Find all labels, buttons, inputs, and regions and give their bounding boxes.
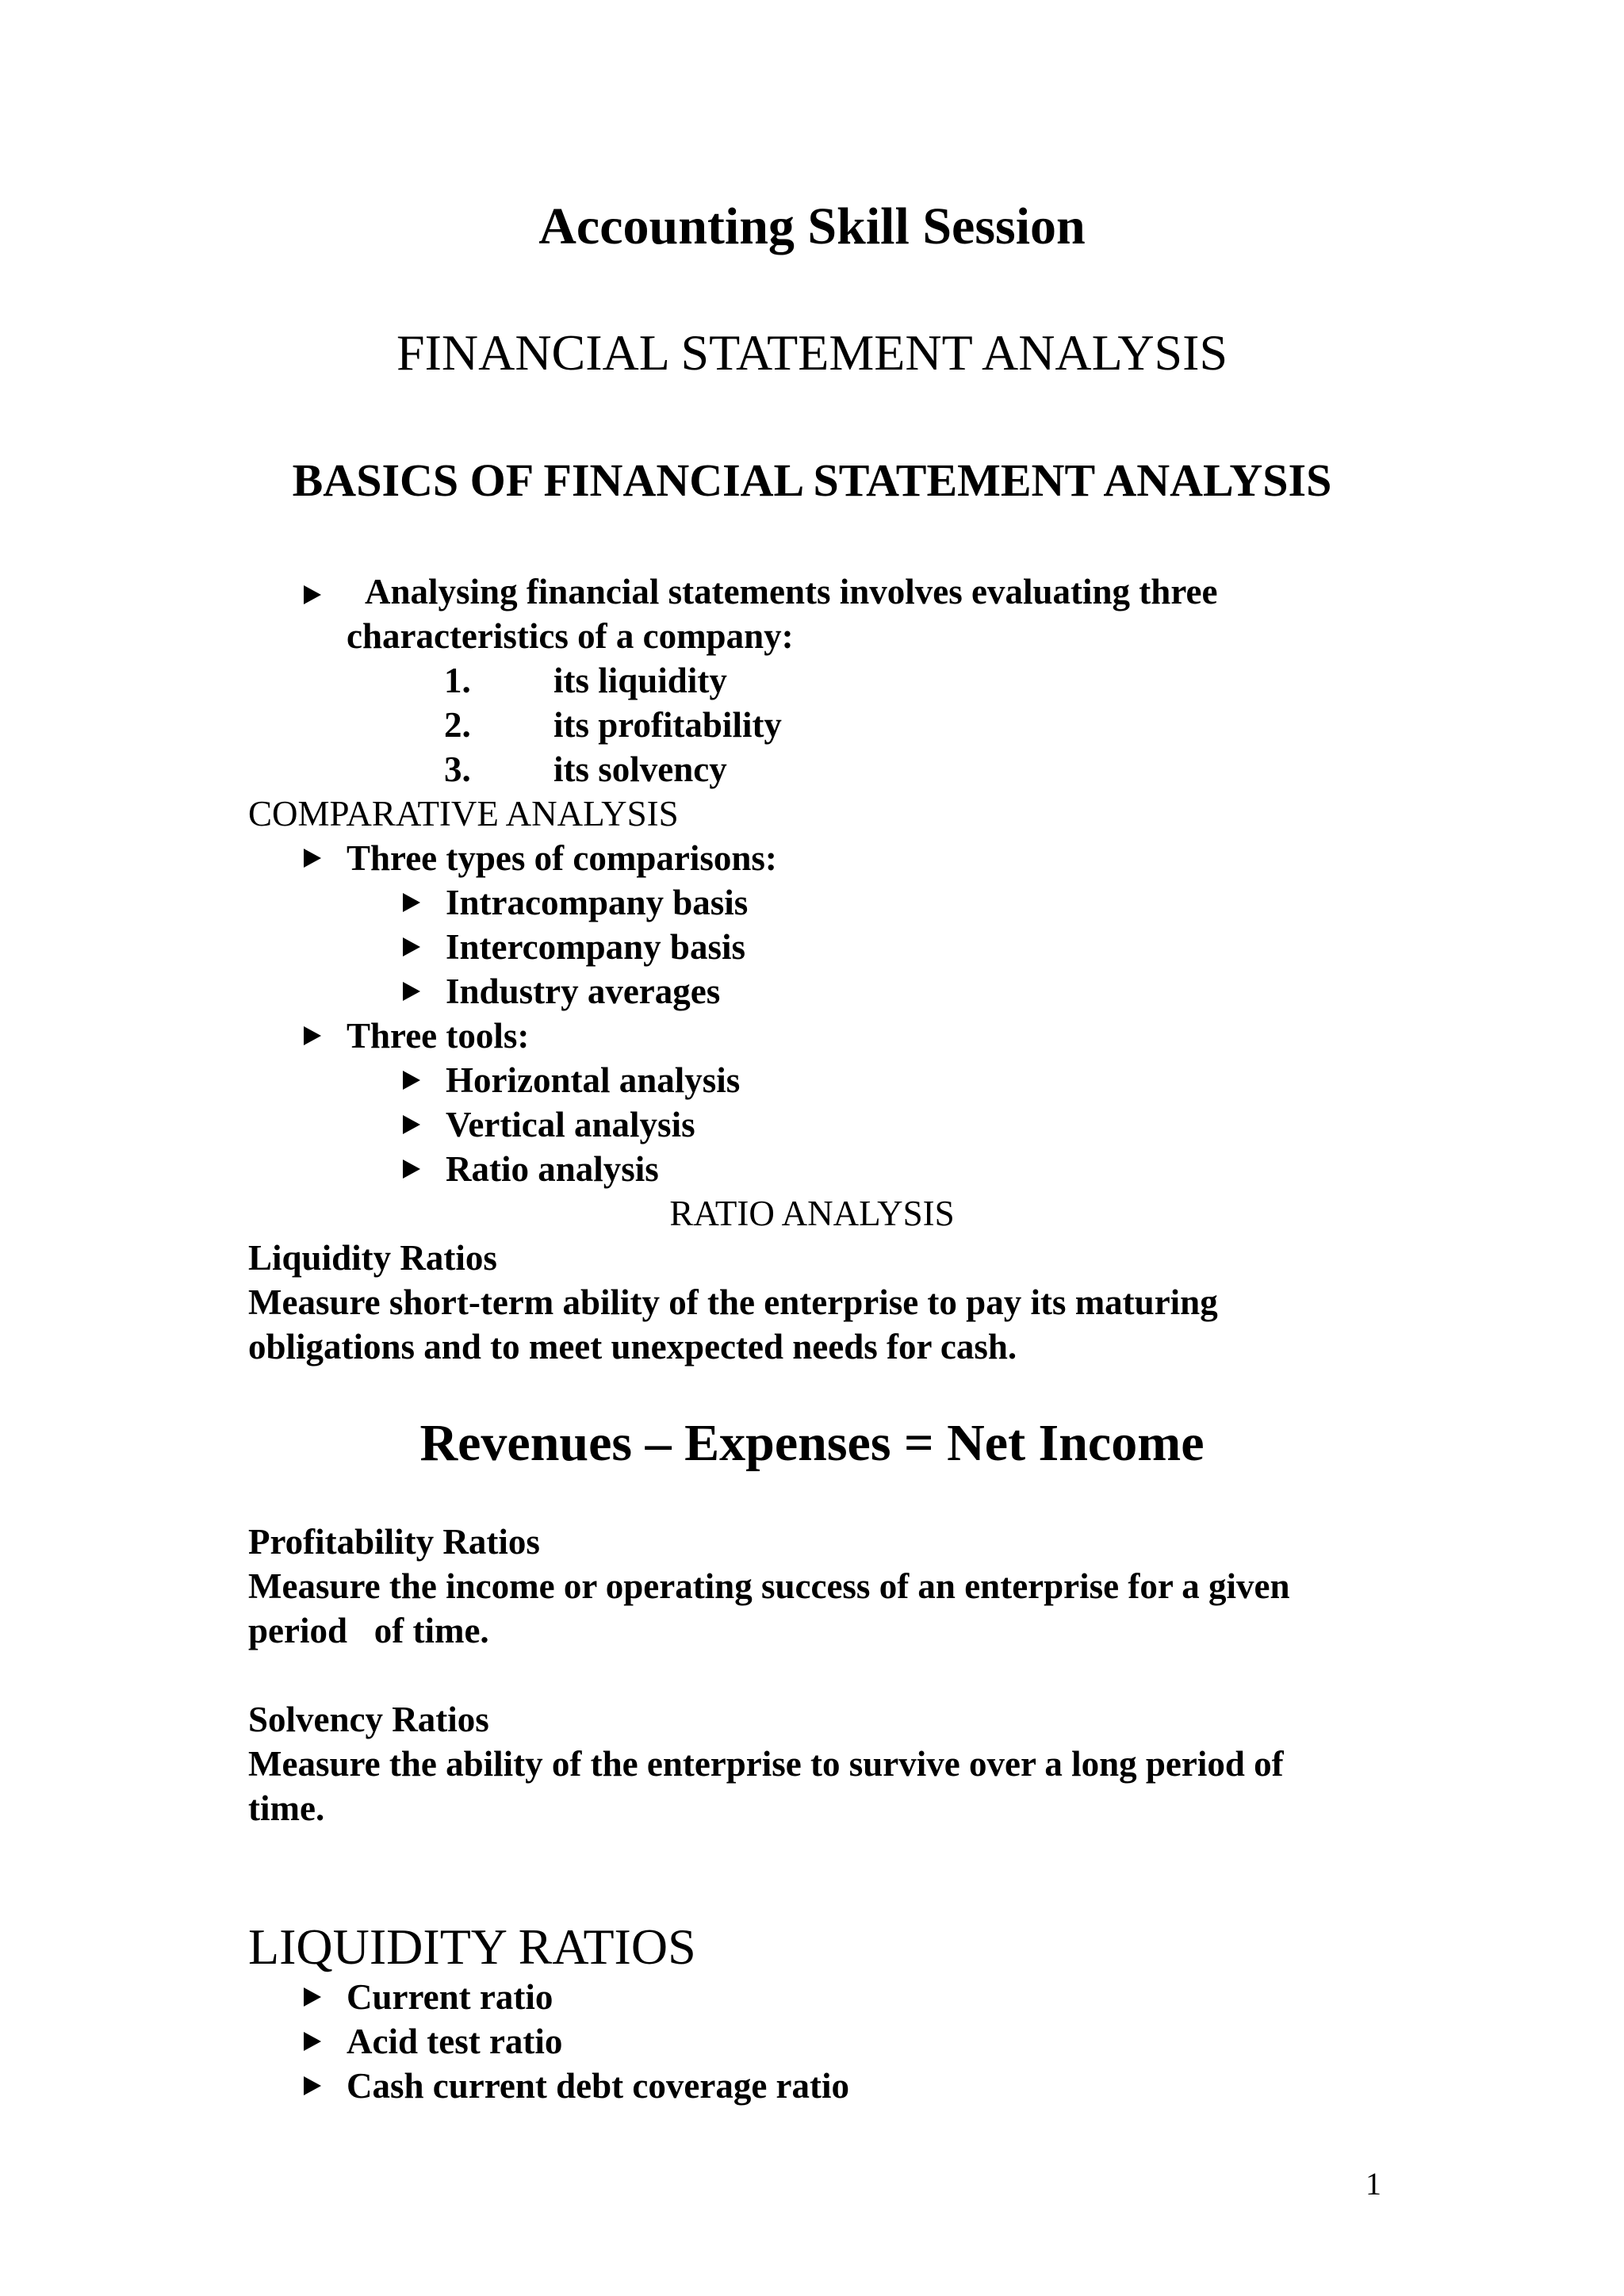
bullet-icon [304, 573, 321, 617]
bullet-icon [403, 925, 420, 969]
tool-item: Vertical analysis [446, 1105, 695, 1144]
comparison-item: Intercompany basis [446, 927, 745, 967]
liquidity-ratio-item: Current ratio [347, 1977, 553, 2017]
basics-item-text: its profitability [553, 705, 782, 745]
comparisons-label: Three types of comparisons: [347, 838, 777, 878]
basics-item-num: 3. [444, 749, 471, 789]
liquidity-ratios-heading: LIQUIDITY RATIOS [248, 1918, 696, 1975]
bullet-icon [304, 2019, 321, 2064]
basics-heading: BASICS OF FINANCIAL STATEMENT ANALYSIS [292, 454, 1332, 506]
basics-item-num: 1. [444, 661, 471, 700]
profitability-label: Profitability Ratios [248, 1522, 540, 1562]
income-formula: Revenues – Expenses = Net Income [419, 1414, 1205, 1472]
page-number: 1 [1365, 2166, 1381, 2202]
tools-label: Three tools: [347, 1016, 530, 1056]
bullet-icon [304, 1014, 321, 1058]
ratio-analysis-heading: RATIO ANALYSIS [669, 1194, 955, 1233]
bullet-icon [403, 1147, 420, 1191]
bullet-icon [403, 880, 420, 925]
bullet-icon [403, 1102, 420, 1147]
document-title: Accounting Skill Session [538, 197, 1086, 255]
bullet-icon [304, 2064, 321, 2108]
basics-item-num: 2. [444, 705, 471, 745]
liquidity-ratio-item: Cash current debt coverage ratio [347, 2066, 850, 2106]
comparison-item: Industry averages [446, 972, 721, 1011]
liquidity-desc-line2: obligations and to meet unexpected needs for cash. [248, 1327, 1017, 1366]
solvency-label: Solvency Ratios [248, 1700, 489, 1739]
tool-item: Horizontal analysis [446, 1060, 741, 1100]
profitability-desc-line2: period of time. [248, 1611, 489, 1650]
main-heading: FINANCIAL STATEMENT ANALYSIS [396, 324, 1228, 381]
solvency-desc-line1: Measure the ability of the enterprise to survive over a long period of [248, 1744, 1284, 1784]
bullet-icon [403, 969, 420, 1014]
comparative-heading: COMPARATIVE ANALYSIS [248, 794, 679, 834]
basics-intro-line1: Analysing financial statements involves evaluating three [365, 572, 1218, 611]
basics-item-text: its solvency [553, 749, 727, 789]
comparison-item: Intracompany basis [446, 883, 749, 922]
basics-item-text: its liquidity [553, 661, 727, 700]
bullet-icon [304, 1975, 321, 2019]
profitability-desc-line1: Measure the income or operating success of an enterprise for a given [248, 1566, 1290, 1606]
bullet-icon [304, 836, 321, 880]
liquidity-desc-line1: Measure short-term ability of the enterprise to pay its maturing [248, 1282, 1218, 1322]
solvency-desc-line2: time. [248, 1788, 325, 1828]
liquidity-label: Liquidity Ratios [248, 1238, 497, 1278]
bullet-icon [403, 1058, 420, 1102]
liquidity-ratio-item: Acid test ratio [347, 2022, 563, 2061]
basics-intro-line2: characteristics of a company: [347, 616, 794, 656]
tool-item: Ratio analysis [446, 1149, 659, 1189]
